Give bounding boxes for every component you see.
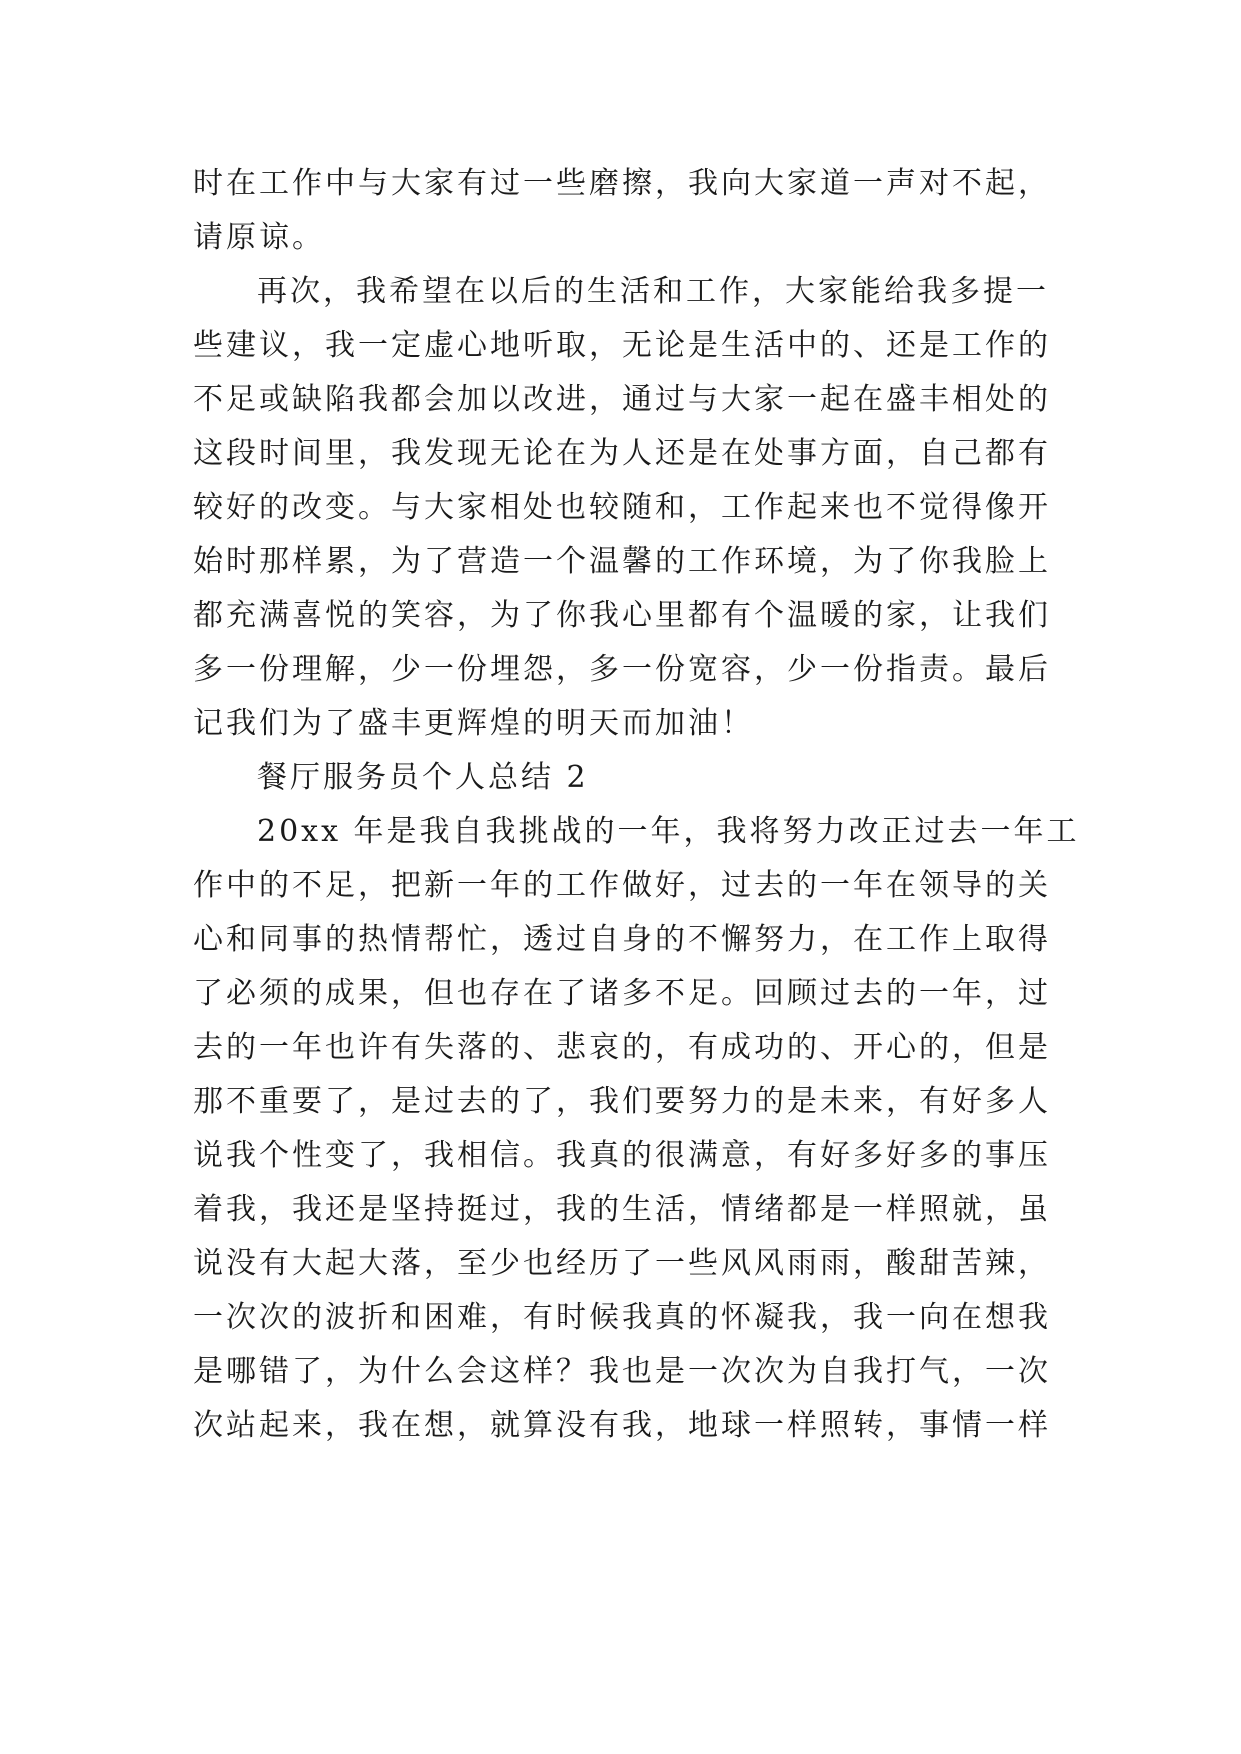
text-line: 较好的改变。与大家相处也较随和，工作起来也不觉得像开	[193, 490, 1051, 525]
paragraph-start-line: 再次，我希望在以后的生活和工作，大家能给我多提一	[257, 274, 1049, 309]
text-line: 一次次的波折和困难，有时候我真的怀凝我，我一向在想我	[193, 1300, 1051, 1335]
text-line: 是哪错了，为什么会这样？我也是一次次为自我打气，一次	[193, 1354, 1051, 1389]
text-line: 了必须的成果，但也存在了诸多不足。回顾过去的一年，过	[193, 976, 1051, 1011]
text-line: 心和同事的热情帮忙，透过自身的不懈努力，在工作上取得	[193, 922, 1051, 957]
text-line: 不足或缺陷我都会加以改进，通过与大家一起在盛丰相处的	[193, 382, 1051, 417]
text-line: 多一份理解，少一份埋怨，多一份宽容，少一份指责。最后	[193, 652, 1051, 687]
text-line: 说我个性变了，我相信。我真的很满意，有好多好多的事压	[193, 1138, 1051, 1173]
text-line: 时在工作中与大家有过一些磨擦，我向大家道一声对不起，	[193, 166, 1051, 201]
text-line: 记我们为了盛丰更辉煌的明天而加油！	[193, 706, 754, 741]
text-line: 这段时间里，我发现无论在为人还是在处事方面，自己都有	[193, 436, 1051, 471]
text-line: 那不重要了，是过去的了，我们要努力的是未来，有好多人	[193, 1084, 1051, 1119]
text-line: 请原谅。	[193, 220, 325, 255]
text-line: 去的一年也许有失落的、悲哀的，有成功的、开心的，但是	[193, 1030, 1051, 1065]
paragraph-start-line: 20xx 年是我自我挑战的一年，我将努力改正过去一年工	[257, 814, 1080, 849]
text-line: 次站起来，我在想，就算没有我，地球一样照转，事情一样	[193, 1408, 1051, 1443]
text-line: 说没有大起大落，至少也经历了一些风风雨雨，酸甜苦辣，	[193, 1246, 1051, 1281]
text-line: 作中的不足，把新一年的工作做好，过去的一年在领导的关	[193, 868, 1051, 903]
text-line: 些建议，我一定虚心地听取，无论是生活中的、还是工作的	[193, 328, 1051, 363]
text-line: 始时那样累，为了营造一个温馨的工作环境，为了你我脸上	[193, 544, 1051, 579]
section-heading: 餐厅服务员个人总结 2	[257, 760, 589, 795]
text-line: 着我，我还是坚持挺过，我的生活，情绪都是一样照就，虽	[193, 1192, 1051, 1227]
text-line: 都充满喜悦的笑容，为了你我心里都有个温暖的家，让我们	[193, 598, 1051, 633]
